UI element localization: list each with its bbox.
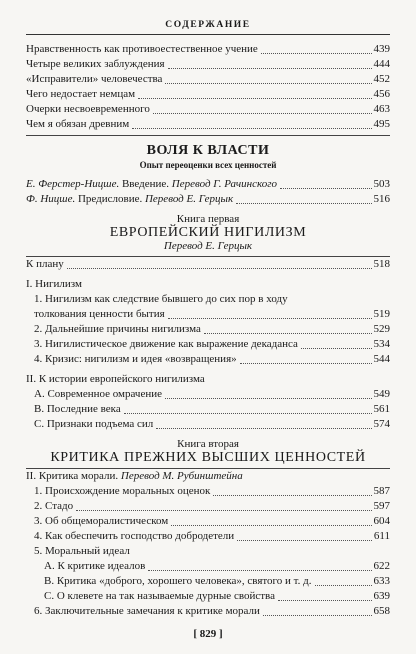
- leader-dots: [165, 83, 371, 84]
- page-number: [ 829 ]: [193, 628, 223, 640]
- leader-dots: [124, 413, 372, 414]
- running-header: СОДЕРЖАНИЕ: [165, 20, 251, 30]
- top-entries: [26, 42, 390, 132]
- toc-entry[interactable]: 2. Стадо 597: [34, 500, 390, 512]
- leader-dots: [138, 98, 371, 99]
- toc-entry[interactable]: Четыре великих заблуждения 444: [26, 58, 390, 70]
- toc-entry[interactable]: Чего недостает немцам 456: [26, 88, 390, 100]
- leader-dots: [261, 53, 372, 54]
- toc-entry[interactable]: 6. Заключительные замечания к критике морали 658: [34, 605, 390, 617]
- leader-dots: [315, 585, 372, 586]
- part-heading[interactable]: II. Критика морали. Перевод М. Рубинштейна: [26, 470, 243, 482]
- leader-dots: [278, 600, 372, 601]
- toc-entry-multiline[interactable]: 1. Нигилизм как следствие бывшего до сих пор в ходу толкования ценности бытия 519: [34, 293, 390, 320]
- toc-entry[interactable]: «Исправители» человечества 452: [26, 73, 390, 85]
- leader-dots: [76, 510, 371, 511]
- toc-entry[interactable]: В. Критика «доброго, хорошего человека», святого и т. д. 633: [44, 575, 390, 587]
- book-title: КРИТИКА ПРЕЖНИХ ВЫСШИХ ЦЕННОСТЕЙ: [50, 450, 366, 465]
- leader-dots: [67, 268, 372, 269]
- work-title: ВОЛЯ К ВЛАСТИ: [146, 143, 270, 158]
- toc-entry[interactable]: 1. Происхождение моральных оценок 587: [34, 485, 390, 497]
- leader-dots: [280, 188, 372, 189]
- toc-entry[interactable]: А. К критике идеалов 622: [44, 560, 390, 572]
- part-heading[interactable]: II. К истории европейского нигилизма: [26, 373, 205, 385]
- work-subtitle: Опыт переоценки всех ценностей: [139, 160, 277, 170]
- toc-entry[interactable]: Е. Ферстер-Ницше. Введение. Перевод Г. Рачинского 503: [26, 178, 390, 190]
- book-title: ЕВРОПЕЙСКИЙ НИГИЛИЗМ: [109, 225, 307, 240]
- toc-entry[interactable]: Нравственность как противоестественное учение 439: [26, 43, 390, 55]
- toc-entry[interactable]: В. Последние века 561: [34, 403, 390, 415]
- toc-entry[interactable]: 2. Дальнейшие причины нигилизма 529: [34, 323, 390, 335]
- toc-entry[interactable]: Очерки несвоевременного 463: [26, 103, 390, 115]
- toc-entry[interactable]: С. О клевете на так называемые дурные свойства 639: [44, 590, 390, 602]
- leader-dots: [153, 113, 372, 114]
- toc-entry[interactable]: 3. Нигилистическое движение как выражение декаданса 534: [34, 338, 390, 350]
- leader-dots: [165, 398, 371, 399]
- leader-dots: [171, 525, 371, 526]
- leader-dots: [148, 570, 371, 571]
- leader-dots: [132, 128, 371, 129]
- leader-dots: [213, 495, 371, 496]
- toc-entry[interactable]: А. Современное омрачение 549: [34, 388, 390, 400]
- book-label: Книга первая: [176, 213, 240, 225]
- leader-dots: [236, 203, 371, 204]
- toc-entry[interactable]: 3. Об общеморалистическом 604: [34, 515, 390, 527]
- section-rule: [26, 135, 390, 136]
- toc-entry[interactable]: Ф. Ницше. Предисловие. Перевод Е. Герцык 516: [26, 193, 390, 205]
- leader-dots: [204, 333, 372, 334]
- toc-entry[interactable]: 4. Как обеспечить господство добродетели 611: [34, 530, 390, 542]
- book-label: Книга вторая: [177, 438, 239, 450]
- toc-entry[interactable]: 5. Моральный идеал: [34, 545, 130, 557]
- toc-entry[interactable]: С. Признаки подъема сил 574: [34, 418, 390, 430]
- toc-entry[interactable]: К плану 518: [26, 258, 390, 270]
- leader-dots: [263, 615, 372, 616]
- toc-entry[interactable]: 4. Кризис: нигилизм и идея «возвращения» 544: [34, 353, 390, 365]
- toc-entry[interactable]: Чем я обязан древним 495: [26, 118, 390, 130]
- leader-dots: [237, 540, 372, 541]
- leader-dots: [168, 68, 372, 69]
- part-heading[interactable]: I. Нигилизм: [26, 278, 82, 290]
- leader-dots: [168, 318, 372, 319]
- book-translator: Перевод Е. Герцык: [163, 240, 253, 252]
- header-rule: [26, 34, 390, 35]
- leader-dots: [301, 348, 372, 349]
- toc-content: [26, 42, 390, 619]
- leader-dots: [240, 363, 372, 364]
- leader-dots: [156, 428, 371, 429]
